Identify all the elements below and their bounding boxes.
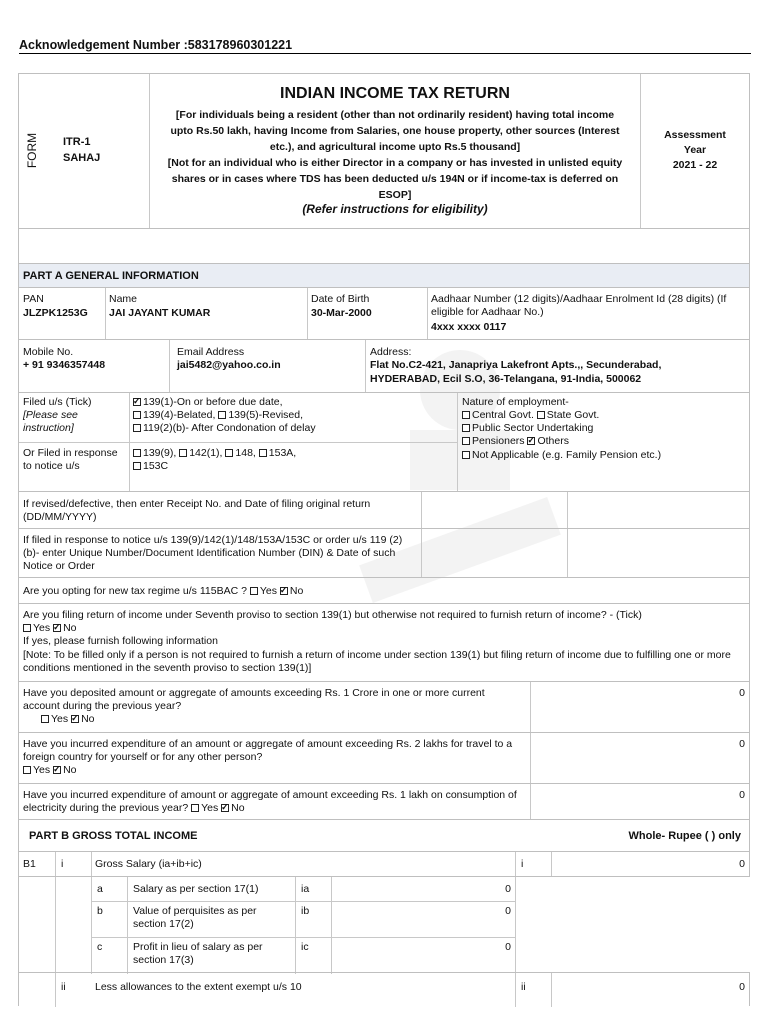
checkbox-others[interactable]	[527, 437, 535, 445]
checkbox-153a[interactable]	[259, 449, 267, 457]
acknowledgement-number: Acknowledgement Number :583178960301221	[19, 38, 751, 54]
revised-label: If revised/defective, then enter Receipt No. and Date of filing original return (DD/MM/YYYY)	[23, 498, 371, 523]
name-value: JAI JAYANT KUMAR	[109, 307, 211, 319]
deposit-question: Have you deposited amount or aggregate of amounts exceeding Rs. 1 Crore in one or more current account during the previous year?	[23, 687, 485, 712]
row-c-desc: Profit in lieu of salary as per section 17(3)	[133, 941, 263, 966]
email-value: jai5482@yahoo.co.in	[177, 359, 281, 371]
seventh-yes-checkbox[interactable]	[23, 624, 31, 632]
form-code: ITR-1	[63, 136, 91, 148]
gross-salary-label: Gross Salary (ia+ib+ic)	[95, 858, 202, 870]
filed-label: Filed u/s (Tick)	[23, 396, 92, 408]
allowances-label: Less allowances to the extent exempt u/s 10	[95, 981, 302, 993]
checkbox-central-govt[interactable]	[462, 411, 470, 419]
row-b-letter: b	[97, 905, 103, 917]
mobile-label: Mobile No.	[23, 346, 74, 358]
deposit-no-checkbox[interactable]	[71, 715, 79, 723]
dob-label: Date of Birth	[311, 293, 370, 305]
travel-row: Have you incurred expenditure of an amount or aggregate of amount exceeding Rs. 2 lakhs for travel to a foreign country for yourself or for any other person? Yes ✓ No 0	[18, 732, 750, 784]
regime-no-checkbox[interactable]	[280, 587, 288, 595]
gross-salary-row	[18, 851, 750, 877]
row-a-value: 0	[505, 883, 511, 895]
row-c-letter: c	[97, 941, 103, 953]
row-c-code: ic	[301, 941, 309, 953]
checkbox-142-1[interactable]	[179, 449, 187, 457]
deposit-row: Have you deposited amount or aggregate of amounts exceeding Rs. 1 Crore in one or more current account during the previous year? Yes ✓ No 0	[18, 681, 750, 733]
name-label: Name	[109, 293, 138, 305]
regime-yes-checkbox[interactable]	[250, 587, 258, 595]
tax-regime-label: Are you opting for new tax regime u/s 115BAC ?	[23, 585, 247, 597]
rupee-note: Whole- Rupee ( ) only	[628, 830, 741, 842]
checkbox-state-govt[interactable]	[537, 411, 545, 419]
seventh-yes-info: If yes, please furnish following information	[23, 635, 218, 647]
email-label: Email Address	[177, 346, 245, 358]
deposit-amount: 0	[739, 687, 745, 699]
seventh-proviso-row: Are you filing return of income under Seventh proviso to section 139(1) but otherwise not required to furnish return of income? - (Tick) Yes ✓ No If yes, please furnish following information [Note: To be filled only if a person is not required to furnish a return of income under section 139(1) but filing return of income due to fulfilling one or more conditions mentioned in the seventh proviso to section 139(1)]	[18, 603, 750, 682]
revised-return-row	[18, 491, 750, 529]
checkbox-148[interactable]	[225, 449, 233, 457]
seventh-question: Are you filing return of income under Seventh proviso to section 139(1) but otherwise not required to furnish return of income? - (Tick)	[23, 609, 642, 621]
employment-label: Nature of employment-	[462, 396, 569, 408]
seventh-note: [Note: To be filled only if a person is not required to furnish a return of income under section 139(1) but filing return of income due to fulfilling one or more conditions mentioned in the seventh proviso to section 139(1)]	[23, 649, 731, 674]
gross-salary-value: 0	[739, 858, 745, 870]
travel-question: Have you incurred expenditure of an amount or aggregate of amount exceeding Rs. 2 lakhs for travel to a foreign country for yourself or for any other person?	[23, 738, 513, 763]
travel-no-checkbox[interactable]	[53, 766, 61, 774]
form-title: INDIAN INCOME TAX RETURN	[280, 85, 510, 102]
salary-breakdown	[18, 876, 750, 973]
pan-label: PAN	[23, 293, 44, 305]
address-label: Address:	[370, 346, 412, 358]
checkbox-not-applicable[interactable]	[462, 451, 470, 459]
assessment-year-label: Assessment Year 2021 - 22	[664, 129, 726, 171]
electricity-amount: 0	[739, 789, 745, 801]
allowances-code: ii	[521, 981, 526, 993]
seventh-no-checkbox[interactable]	[53, 624, 61, 632]
address-line2: HYDERABAD, Ecil S.O, 36-Telangana, 91-India, 500062	[370, 373, 642, 385]
spacer-row	[18, 228, 750, 264]
checkbox-139-1[interactable]	[133, 398, 141, 406]
electricity-question: Have you incurred expenditure of amount or aggregate of amount exceeding Rs. 1 lakh on consumption of electricity during the previous year?	[23, 789, 517, 814]
checkbox-pensioners[interactable]	[462, 437, 470, 445]
mobile-value: + 91 9346357448	[23, 359, 106, 371]
form-header	[18, 73, 750, 229]
row-b-value: 0	[505, 905, 511, 917]
travel-amount: 0	[739, 738, 745, 750]
item-ii-label: ii	[61, 981, 66, 993]
notice-label: Or Filed in response to notice u/s	[23, 447, 118, 472]
row-a-letter: a	[97, 883, 103, 895]
form-description: [For individuals being a resident (other than not ordinarily resident) having total income upto Rs.50 lakh, having Income from Salaries, one house property, other sources (Interest etc.), and agricultural income upto Rs.5 thousand]	[170, 109, 620, 153]
electricity-yes-checkbox[interactable]	[191, 804, 199, 812]
electricity-row: Have you incurred expenditure of amount or aggregate of amount exceeding Rs. 1 lakh on consumption of electricity during the previous year? Yes ✓ No 0	[18, 783, 750, 820]
filed-note: [Please see instruction]	[23, 409, 78, 434]
electricity-no-checkbox[interactable]	[221, 804, 229, 812]
row-c-value: 0	[505, 941, 511, 953]
form-name: SAHAJ	[63, 152, 101, 164]
identity-row	[18, 287, 750, 340]
address-line1: Flat No.C2-421, Janapriya Lakefront Apts.,, Secunderabad,	[370, 359, 662, 371]
gross-salary-code: i	[521, 858, 524, 870]
form-label: FORM	[25, 132, 40, 169]
travel-yes-checkbox[interactable]	[23, 766, 31, 774]
aadhaar-value: 4xxx xxxx 0117	[431, 321, 507, 333]
deposit-yes-checkbox[interactable]	[41, 715, 49, 723]
row-a-desc: Salary as per section 17(1)	[133, 883, 259, 895]
notice-din-row	[18, 528, 750, 578]
checkbox-119-2b[interactable]	[133, 424, 141, 432]
dob-value: 30-Mar-2000	[311, 307, 372, 319]
pan-value: JLZPK1253G	[23, 307, 88, 319]
item-i-label: i	[61, 858, 64, 870]
checkbox-139-9[interactable]	[133, 449, 141, 457]
aadhaar-label: Aadhaar Number (12 digits)/Aadhaar Enrolment Id (28 digits) (If eligible for Aadhaar No.)	[431, 293, 727, 318]
allowances-row	[18, 972, 750, 1006]
row-a-code: ia	[301, 883, 310, 895]
filing-section-row: Filed u/s (Tick) [Please see instruction] ✓139(1)-On or before due date, 139(4)-Belated, 139(5)-Revised, 119(2)(b)- After Condonation of delay Or Filed in response to notice u/s 139(9), 142(1), 148, 153A, 153C Nature of employment- Central Govt. State Govt. Public Sector Undertaking Pensioners ✓ Others Not Applicable (e.g. Family Pension etc.)	[18, 392, 750, 492]
tax-regime-row: Are you opting for new tax regime u/s 115BAC ? Yes ✓ No	[18, 577, 750, 604]
checkbox-153c[interactable]	[133, 462, 141, 470]
row-b-code: ib	[301, 905, 310, 917]
part-b-heading	[18, 819, 750, 852]
form-exclusion: [Not for an individual who is either Director in a company or has invested in unlisted equity shares or in cases where TDS has been deducted u/s 194N or if income-tax is deferred on ESOP]	[167, 157, 623, 201]
eligibility-note: (Refer instructions for eligibility)	[302, 202, 488, 216]
checkbox-139-4[interactable]	[133, 411, 141, 419]
part-b-title: PART B GROSS TOTAL INCOME	[29, 830, 198, 842]
checkbox-psu[interactable]	[462, 424, 470, 432]
b1-label: B1	[23, 858, 36, 870]
part-a-heading: PART A GENERAL INFORMATION	[18, 263, 750, 288]
row-b-desc: Value of perquisites as per section 17(2)	[133, 905, 257, 930]
allowances-value: 0	[739, 981, 745, 993]
checkbox-139-5[interactable]	[218, 411, 226, 419]
din-label: If filed in response to notice u/s 139(9)/142(1)/148/153A/153C or order u/s 119 (2)(b)- enter Unique Number/Document Identification Number (DIN) & Date of such Notice or Order	[23, 534, 403, 572]
contact-row	[18, 339, 750, 393]
